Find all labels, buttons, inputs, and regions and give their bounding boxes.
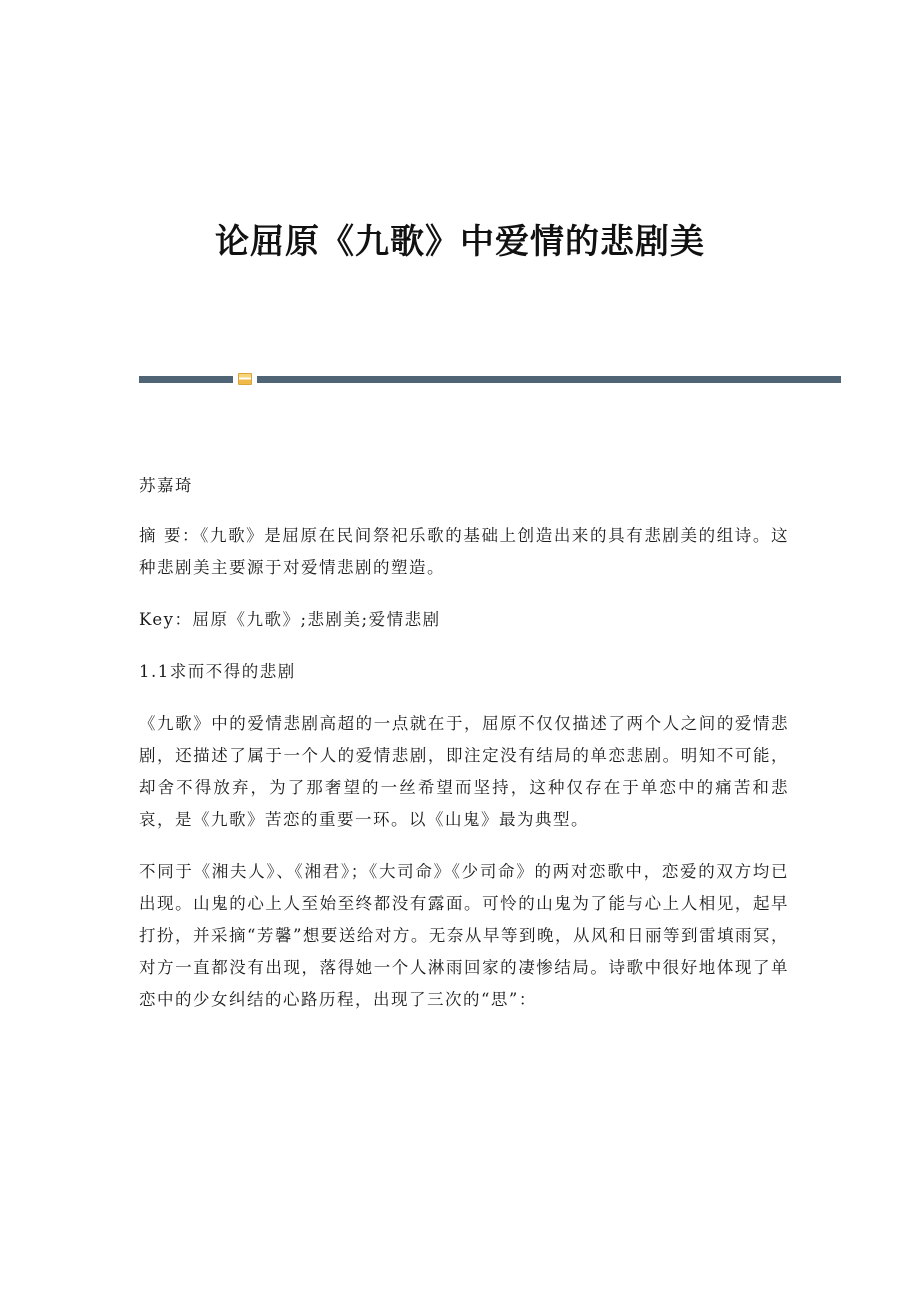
author-name: 苏嘉琦 <box>139 476 193 495</box>
divider-bar-left <box>139 376 233 383</box>
divider-bar-right <box>257 376 841 383</box>
section-heading: 1.1求而不得的悲剧 <box>139 662 296 681</box>
page-title: 论屈原《九歌》中爱情的悲剧美 <box>215 222 705 262</box>
divider-ornament-icon <box>238 373 252 385</box>
document-body <box>139 470 789 1036</box>
body-paragraph: 《九歌》中的爱情悲剧高超的一点就在于，屈原不仅仅描述了两个人之间的爱情悲剧，还描述了属于一个人的爱情悲剧，即注定没有结局的单恋悲剧。明知不可能，却舍不得放弃，为了那奢望的一丝希望而坚持，这种仅存在于单恋中的痛苦和悲哀，是《九歌》苦恋的重要一环。以《山鬼》最为典型。 <box>139 714 789 829</box>
abstract: 摘 要：《九歌》是屈原在民间祭祀乐歌的基础上创造出来的具有悲剧美的组诗。这种悲剧美主要源于对爱情悲剧的塑造。 <box>139 526 789 577</box>
keywords: Key：屈原《九歌》;悲剧美;爱情悲剧 <box>139 610 441 629</box>
body-paragraph: 不同于《湘夫人》、《湘君》；《大司命》《少司命》的两对恋歌中，恋爱的双方均已出现。山鬼的心上人至始至终都没有露面。可怜的山鬼为了能与心上人相见，起早打扮，并采摘“芳馨”想要送给对方。无奈从早等到晚，从风和日丽等到雷填雨冥，对方一直都没有出现，落得她一个人淋雨回家的凄惨结局。诗歌中很好地体现了单恋中的少女纠结的心路历程，出现了三次的“思”： <box>139 862 789 1009</box>
title-divider <box>139 373 841 385</box>
